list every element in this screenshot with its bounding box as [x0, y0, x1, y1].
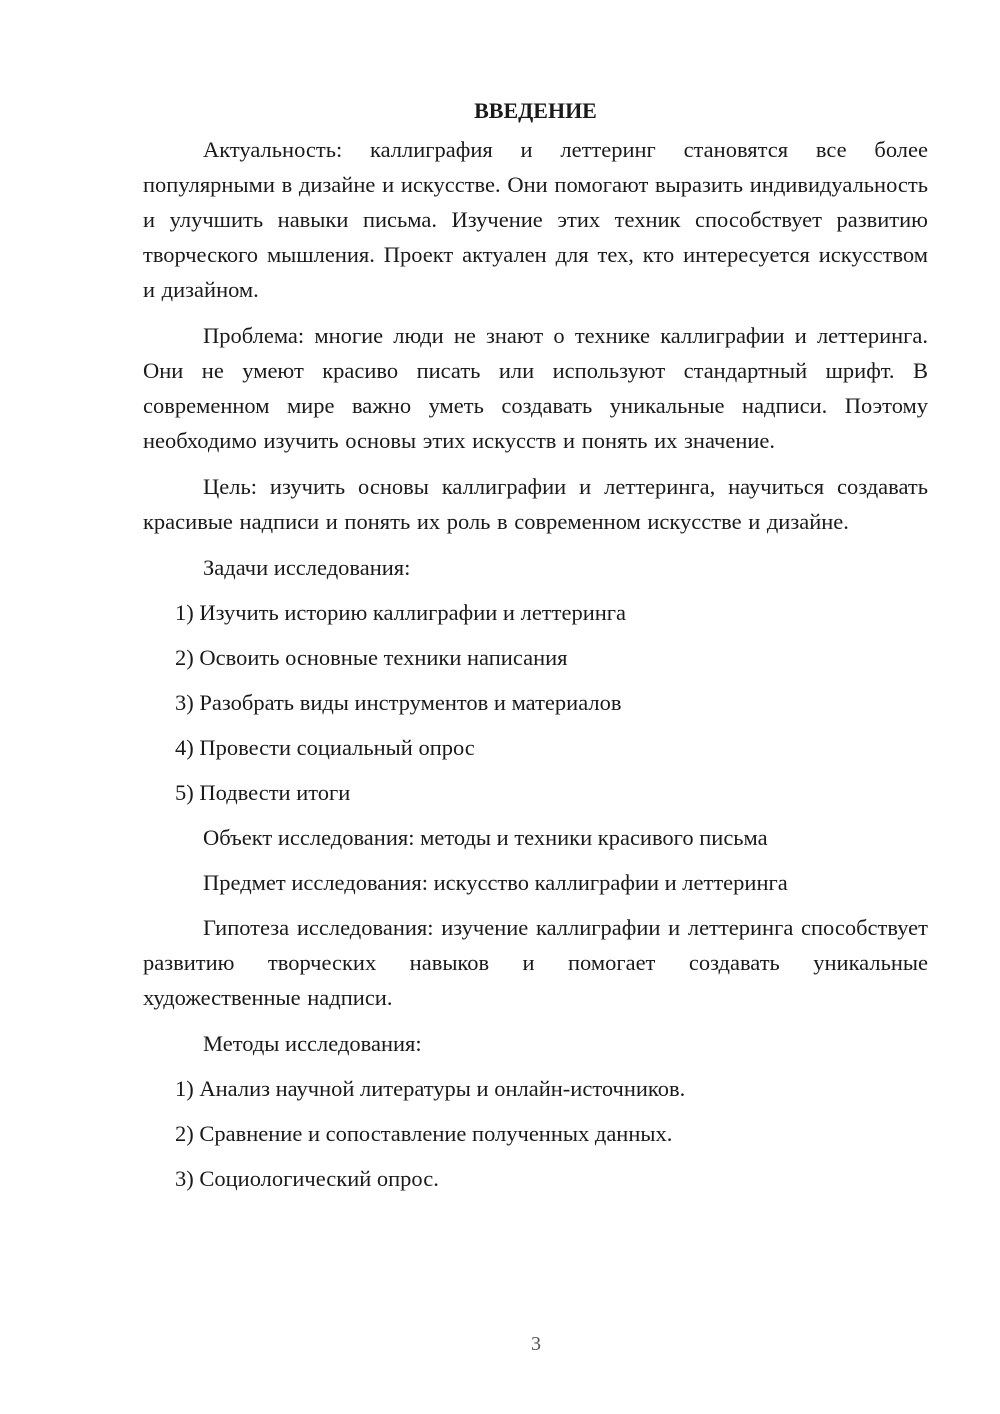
section-title: ВВЕДЕНИЕ — [474, 98, 597, 123]
list-item: 3) Социологический опрос. — [175, 1166, 439, 1191]
hypothesis-paragraph: Гипотеза исследования: изучение каллиграфии и леттеринга способствует развитию творческих навыков и помогает создавать уникальные художественные надписи. — [143, 915, 928, 1010]
list-item: 3) Разобрать виды инструментов и материалов — [175, 690, 622, 715]
document-body — [143, 93, 928, 1206]
methods-heading: Методы исследования: — [203, 1031, 422, 1056]
subject-line: Предмет исследования: искусство каллиграфии и леттеринга — [203, 870, 788, 895]
list-item: 4) Провести социальный опрос — [175, 735, 475, 760]
object-line: Объект исследования: методы и техники красивого письма — [203, 825, 768, 850]
problem-paragraph: Проблема: многие люди не знают о технике каллиграфии и леттеринга. Они не умеют красиво писать или используют стандартный шрифт. В современном мире важно уметь создавать уникальные надписи. Поэтому необходимо изучить основы этих искусств и понять их значение. — [143, 323, 928, 453]
tasks-heading: Задачи исследования: — [203, 555, 411, 580]
list-item: 2) Освоить основные техники написания — [175, 645, 568, 670]
methods-list — [143, 1071, 928, 1196]
list-item: 1) Анализ научной литературы и онлайн-источников. — [175, 1076, 686, 1101]
relevance-paragraph: Актуальность: каллиграфия и леттеринг становятся все более популярными в дизайне и искусстве. Они помогают выразить индивидуальность и улучшить навыки письма. Изучение этих техник способствует развитию творческого мышления. Проект актуален для тех, кто интересуется искусством и дизайном. — [143, 137, 928, 302]
list-item: 1) Изучить историю каллиграфии и леттеринга — [175, 600, 626, 625]
goal-paragraph: Цель: изучить основы каллиграфии и леттеринга, научиться создавать красивые надписи и понять их роль в современном искусстве и дизайне. — [143, 474, 928, 534]
tasks-list — [143, 595, 928, 810]
page-number: 3 — [531, 1333, 541, 1355]
list-item: 2) Сравнение и сопоставление полученных данных. — [175, 1121, 673, 1146]
list-item: 5) Подвести итоги — [175, 780, 351, 805]
